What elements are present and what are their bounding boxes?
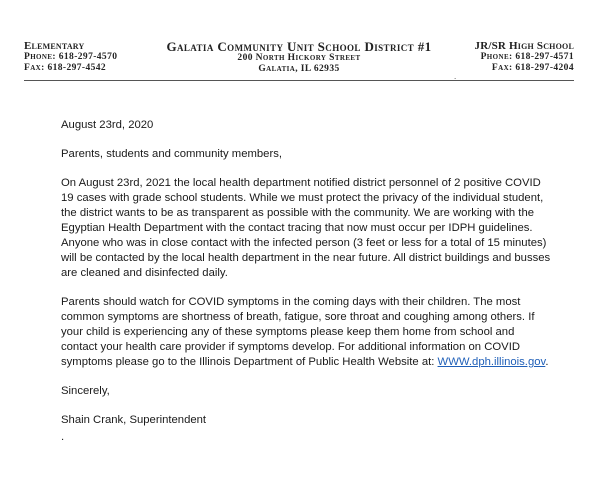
elementary-fax: Fax: 618-297-4542 — [24, 63, 107, 73]
idph-website-link[interactable]: WWW.dph.illinois.gov — [437, 356, 546, 368]
letterhead-divider — [24, 80, 574, 81]
letter-date: August 23rd, 2020 — [61, 119, 154, 131]
trailing-mark: . — [61, 431, 65, 443]
link-suffix: . — [545, 356, 549, 368]
letterhead-mark: . — [454, 72, 457, 81]
district-title: Galatia Community Unit School District #1 — [166, 39, 432, 54]
elementary-title: Elementary — [24, 40, 85, 52]
high-school-title: JR/SR High School — [474, 40, 574, 52]
letterhead — [24, 40, 574, 80]
letter-paragraph-2-text: Parents should watch for COVID symptoms in the coming days with their children. The most common symptoms are shortness of breath, fatigue, sore throat and coughing among others. If your child is experiencing any of these symptoms please keep them home from school and contact your health care provider if symptoms develop. For additional information on COVID symptoms please go to the Illinois Department of Public Health Website at: — [61, 296, 535, 368]
district-address: 200 North Hickory Street — [237, 53, 361, 63]
high-school-phone: Phone: 618-297-4571 — [480, 52, 574, 62]
letter-paragraph-1: On August 23rd, 2021 the local health department notified district personnel of 2 positive COVID 19 cases with grade school students. While we must protect the privacy of the individual student, the district wants to be as transparent as possible with the community. We are working with the Egyptian Health Department with the contact tracing that now must occur per IDPH guidelines. Anyone who was in close contact with the infected person (3 feet or less for a total of 15 minutes) will be contacted by the local health department in the near future. All district buildings and busses are cleaned and disinfected daily. — [61, 177, 551, 279]
letter-salutation: Parents, students and community members, — [61, 148, 283, 160]
letter-body — [61, 118, 551, 456]
letterhead-high-school — [475, 40, 574, 74]
letter-closing: Sincerely, — [61, 385, 110, 397]
letter-paragraph-2 — [61, 295, 551, 370]
letter-signature: Shain Crank, Superintendent — [61, 414, 207, 426]
elementary-phone: Phone: 618-297-4570 — [24, 52, 118, 62]
district-city: Galatia, IL 62935 — [258, 64, 340, 74]
high-school-fax: Fax: 618-297-4204 — [491, 63, 574, 73]
